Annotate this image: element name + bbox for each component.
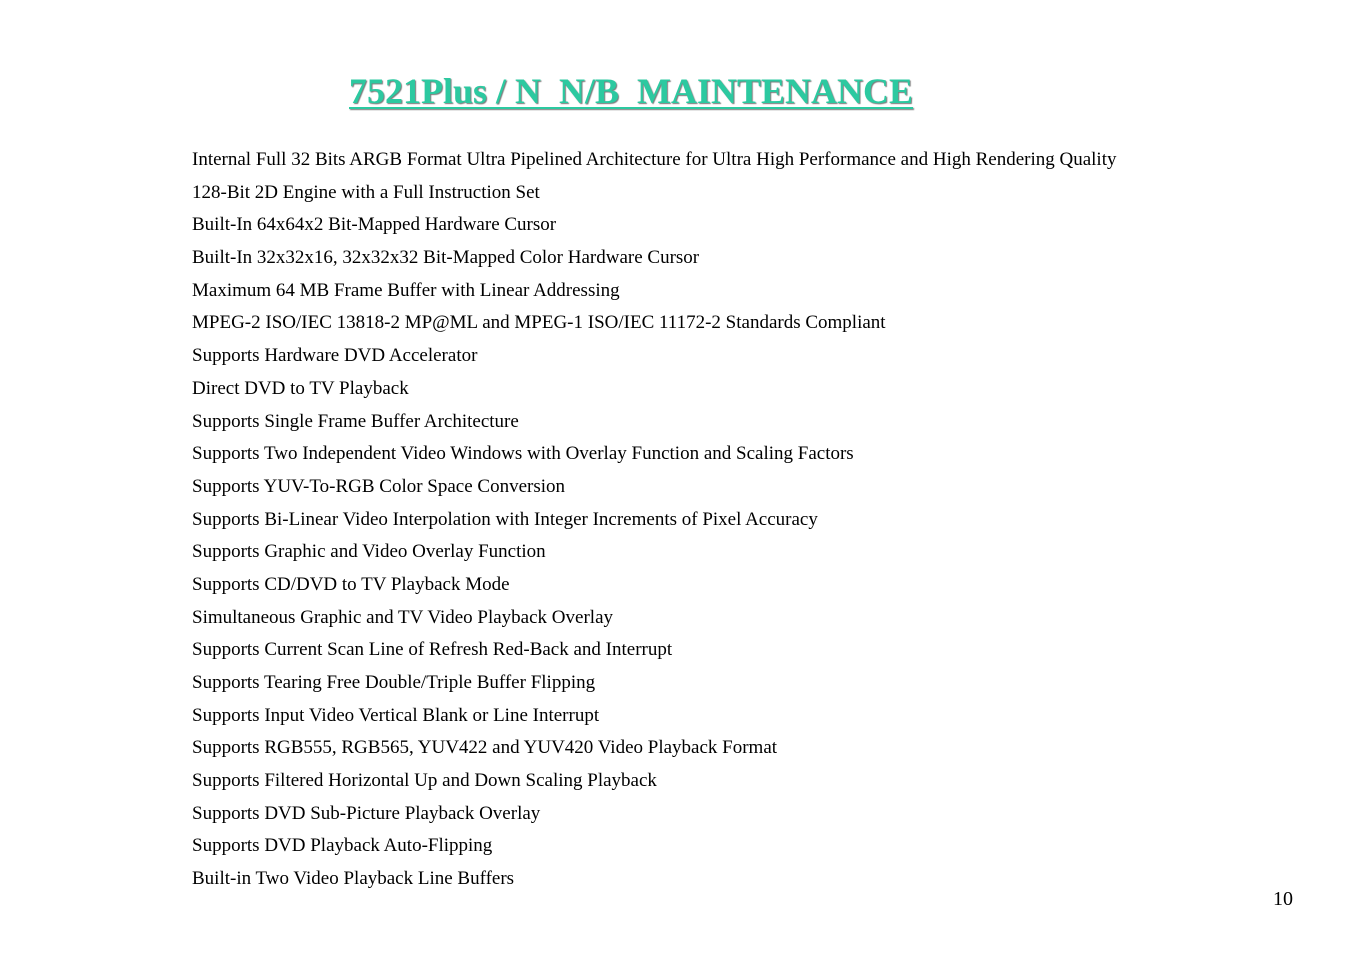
- feature-item: 128-Bit 2D Engine with a Full Instruction Set: [192, 181, 540, 203]
- feature-item: MPEG-2 ISO/IEC 13818-2 MP@ML and MPEG-1 ISO/IEC 11172-2 Standards Compliant: [192, 312, 886, 334]
- feature-item: Supports Bi-Linear Video Interpolation with Integer Increments of Pixel Accuracy: [192, 508, 818, 530]
- feature-item: Supports Single Frame Buffer Architecture: [192, 410, 519, 432]
- feature-item: Internal Full 32 Bits ARGB Format Ultra Pipelined Architecture for Ultra High Performance and High Rendering Quality: [192, 149, 1117, 170]
- feature-item: Built-in Two Video Playback Line Buffers: [192, 868, 515, 890]
- feature-item: Supports YUV-To-RGB Color Space Conversion: [192, 475, 566, 497]
- feature-item: Supports Filtered Horizontal Up and Down Scaling Playback: [192, 770, 657, 792]
- feature-item: Direct DVD to TV Playback: [192, 377, 409, 399]
- feature-item: Supports Input Video Vertical Blank or Line Interrupt: [192, 704, 600, 726]
- feature-item: Built-In 64x64x2 Bit-Mapped Hardware Cursor: [192, 214, 557, 236]
- feature-item: Supports Current Scan Line of Refresh Red-Back and Interrupt: [192, 639, 673, 661]
- feature-item: Supports Graphic and Video Overlay Function: [192, 541, 546, 563]
- feature-item: Supports Tearing Free Double/Triple Buffer Flipping: [192, 672, 596, 693]
- feature-item: Maximum 64 MB Frame Buffer with Linear Addressing: [192, 279, 620, 301]
- feature-item: Supports DVD Sub-Picture Playback Overlay: [192, 802, 541, 824]
- page-number: 10: [1273, 888, 1293, 910]
- feature-item: Supports Hardware DVD Accelerator: [192, 345, 478, 367]
- feature-item: Simultaneous Graphic and TV Video Playback Overlay: [192, 606, 613, 628]
- feature-item: Supports RGB555, RGB565, YUV422 and YUV420 Video Playback Format: [192, 737, 778, 759]
- page-title: 7521Plus / N N/B MAINTENANCE: [349, 71, 914, 111]
- feature-item: Supports DVD Playback Auto-Flipping: [192, 835, 493, 857]
- feature-item: Supports Two Independent Video Windows with Overlay Function and Scaling Factors: [192, 443, 854, 465]
- feature-list: [192, 144, 1116, 896]
- feature-item: Supports CD/DVD to TV Playback Mode: [192, 573, 510, 595]
- feature-item: Built-In 32x32x16, 32x32x32 Bit-Mapped Color Hardware Cursor: [192, 247, 700, 269]
